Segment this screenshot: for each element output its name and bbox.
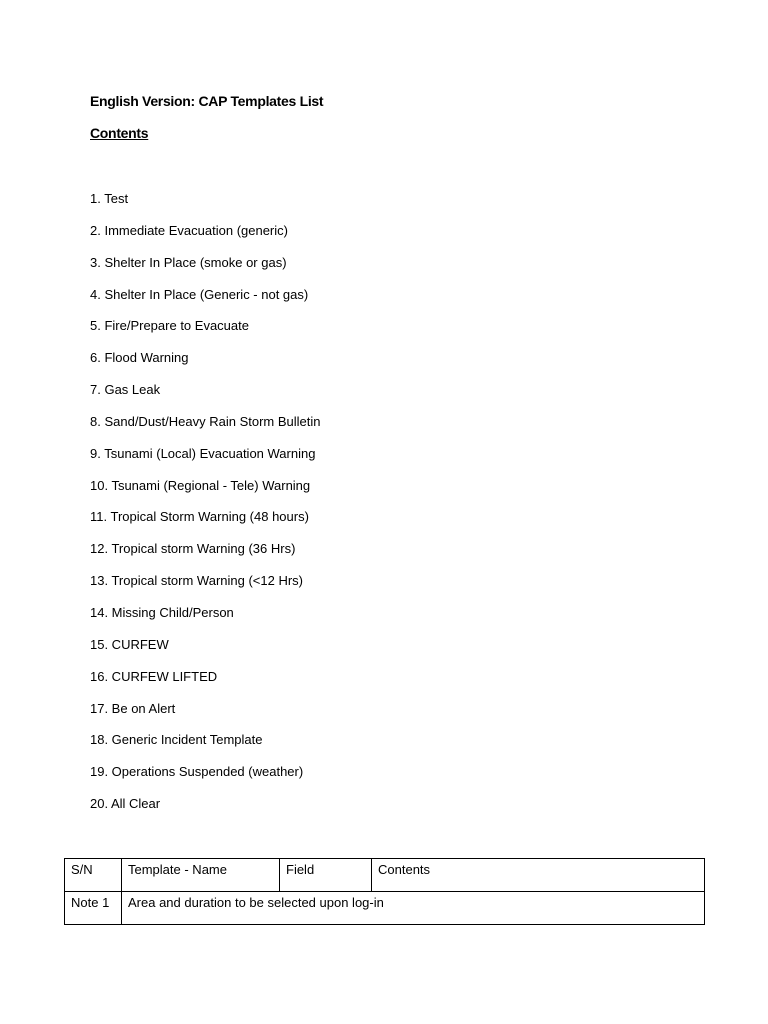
list-item: 18. Generic Incident Template	[90, 732, 263, 748]
list-item: 3. Shelter In Place (smoke or gas)	[90, 254, 287, 270]
document-title: English Version: CAP Templates List	[90, 93, 324, 109]
list-item: 2. Immediate Evacuation (generic)	[90, 222, 288, 238]
list-item: 5. Fire/Prepare to Evacuate	[90, 318, 249, 334]
table-row	[65, 892, 705, 925]
templates-table	[64, 858, 705, 925]
list-item: 15. CURFEW	[90, 636, 169, 652]
header-contents: Contents	[372, 859, 705, 892]
list-item: 10. Tsunami (Regional - Tele) Warning	[90, 477, 311, 493]
list-item: 20. All Clear	[90, 796, 161, 812]
header-template-name: Template - Name	[122, 859, 280, 892]
list-item: 17. Be on Alert	[90, 700, 176, 716]
list-item: 9. Tsunami (Local) Evacuation Warning	[90, 445, 316, 461]
list-item: 13. Tropical storm Warning (<12 Hrs)	[90, 573, 304, 589]
list-item: 11. Tropical Storm Warning (48 hours)	[90, 509, 309, 525]
header-field: Field	[280, 859, 372, 892]
list-item: 14. Missing Child/Person	[90, 604, 234, 620]
list-item: 7. Gas Leak	[90, 382, 161, 398]
list-item: 1. Test	[90, 191, 129, 206]
contents-list	[90, 190, 321, 827]
contents-heading: Contents	[90, 125, 149, 141]
list-item: 8. Sand/Dust/Heavy Rain Storm Bulletin	[90, 413, 321, 429]
note-sn-cell: Note 1	[65, 892, 122, 925]
note-text-cell: Area and duration to be selected upon log-in	[122, 892, 705, 925]
table-header-row	[65, 859, 705, 892]
list-item: 4. Shelter In Place (Generic - not gas)	[90, 286, 309, 302]
list-item: 6. Flood Warning	[90, 350, 189, 366]
header-sn: S/N	[65, 859, 122, 892]
list-item: 19. Operations Suspended (weather)	[90, 764, 304, 780]
list-item: 12. Tropical storm Warning (36 Hrs)	[90, 541, 296, 557]
list-item: 16. CURFEW LIFTED	[90, 668, 218, 684]
